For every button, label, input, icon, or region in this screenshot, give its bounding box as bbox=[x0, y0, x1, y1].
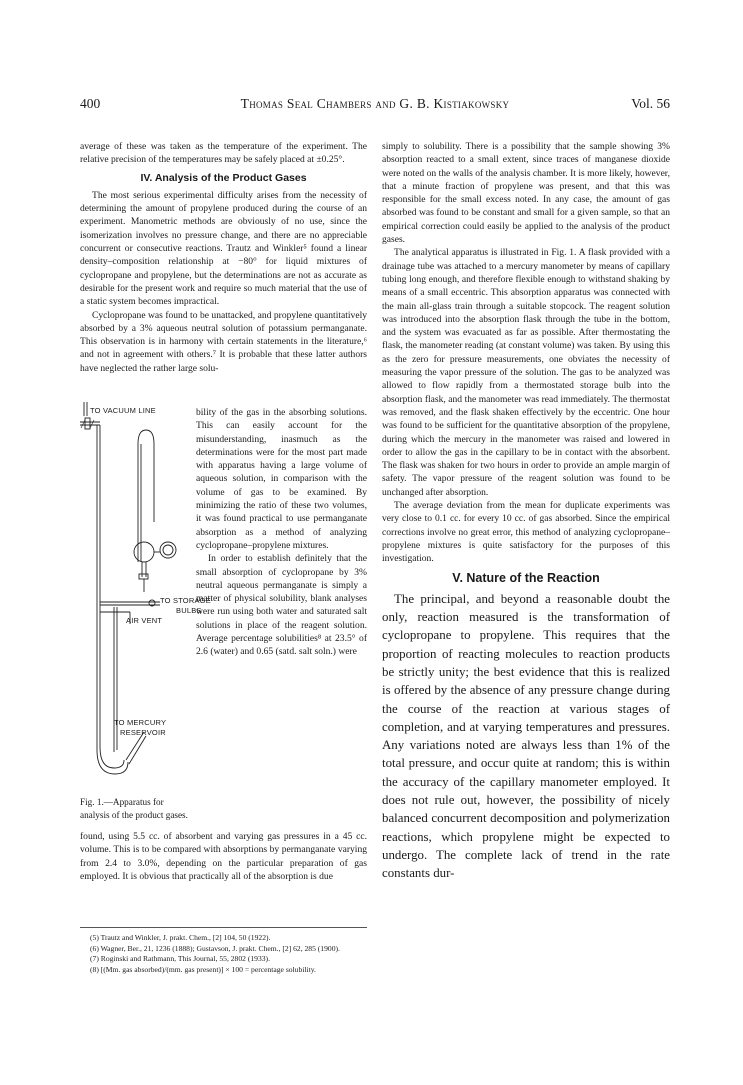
footnote: (8) [(Mm. gas absorbed)/(mm. gas present)] × 100 = percentage solubility. bbox=[90, 964, 316, 974]
section-heading: V. Nature of the Reaction bbox=[452, 570, 600, 585]
figure-wrap-text bbox=[196, 406, 367, 659]
paragraph: In order to establish definitely that the small absorption of cyclopropane by 3% neutral aqueous permanganate is simply a matter of physical solubility, blank analyses were run using both water and saturated salt solutions in place of the reagent solution. Average percentage solubilities⁸ at 23.5° of 2.6 (water) and 0.65 (satd. salt soln.) were bbox=[196, 553, 367, 658]
running-title: Thomas Seal Chambers and G. B. Kistiakowsky bbox=[240, 96, 510, 111]
footnote-rule bbox=[80, 927, 367, 928]
paragraph: found, using 5.5 cc. of absorbent and varying gas pressures in a 45 cc. volume. This is to be compared with absorptions by permanganate varying from 2.4 to 3.0%, depending on the particular preparation of gas employed. It is obvious that practically all of the absorption is due bbox=[80, 831, 367, 882]
section-heading: IV. Analysis of the Product Gases bbox=[140, 171, 307, 184]
figure-label-storage: TO STORAGE bbox=[160, 596, 211, 605]
volume-label: Vol. 56 bbox=[631, 96, 670, 111]
left-column bbox=[80, 140, 367, 375]
figure-caption bbox=[80, 796, 194, 823]
figure-label-reservoir: RESERVOIR bbox=[120, 728, 166, 737]
figure-label-vacuum: TO VACUUM LINE bbox=[90, 406, 156, 415]
paragraph: bility of the gas in the absorbing solutions. This can easily account for the misunderstanding, inasmuch as the determinations were for the most part made with apparatus having a large volume of aqueous solution, in comparison with the volume of gas to be examined. By minimizing the ratio of these two volumes, it was found practical to use permanganate absorption as a method of analyzing cyclopropane–propylene mixtures. bbox=[196, 407, 367, 551]
left-column-continuation bbox=[80, 830, 367, 883]
footnote: (6) Wagner, Ber., 21, 1236 (1888); Gustavson, J. prakt. Chem., [2] 62, 285 (1900). bbox=[90, 943, 340, 953]
paragraph: simply to solubility. There is a possibility that the sample showing 3% absorption reacted to a small extent, since traces of manganese dioxide were noted on the walls of the analysis chamber. It is more likely, however, that a minute fraction of propylene was present, and that this was responsible for the small excess noted. In any case, the amount of gas absorbed was found to be constant and small for a given sample, so that an empirical correction could easily be applied to the analysis of the product gases. bbox=[382, 141, 670, 246]
paragraph: The analytical apparatus is illustrated in Fig. 1. A flask provided with a drainage tube was attached to a mercury manometer by means of capillary tubing long enough, and therefore flexible enough to withstand shaking by means of a small eccentric. This absorption apparatus was connected with the main all-glass train through a suitable stopcock. The reagent solution was introduced into the absorption flask through the tube in the bottom, and the system was evacuated as far as possible. After thermostating the flask, the manometer reading (at constant volume) was taken. By using this as the zero for pressure measurements, one obviates the necessity of measuring the vapor pressure of the solution. The gas to be analyzed was allowed to flow rapidly from a thermostated storage bulb into the absorption flask, and the manometer was read immediately. The thermostat was removed, and the flask shaken effectively by the eccentric. One hour was found to be sufficient for the quantitative absorption of the propylene, during which the mercury in the manometer was raised and lowered in order to allow the gas in the capillary to be in contact with the absorbent. The flask was shaken for two hours in order to provide an ample margin of safety. The vapor pressure of the reagent solution was found to be unchanged after absorption. bbox=[382, 247, 670, 498]
paragraph: Cyclopropane was found to be unattacked, and propylene quantitatively absorbed by a 3% aqueous neutral solution of potassium permanganate. This observation is in harmony with certain statements in the literature,⁶ and not in agreement with others.⁷ It is probable that these latter authors have neglected the rather large solu- bbox=[80, 309, 367, 374]
paragraph: The principal, and beyond a reasonable doubt the only, reaction measured is the transformation of cyclopropane to propylene. This requires that the proportion of reacting molecules to reaction products be strictly unity; the best evidence that this is realized is offered by the absence of any pressure change during the course of the reaction at various stages of completion, and at varying temperatures and pressures. Any variations noted are always less than 1% of the total pressure, and occur quite at random; this is within the accuracy of the capillary manometer employed. It does not rule out, however, the possibility of nicely balanced concurrent decomposition and polymerization reactions, which propylene might be expected to undergo. The complete lack of trend in the rate constants dur- bbox=[382, 591, 670, 881]
caption-text: Fig. 1.—Apparatus for analysis of the product gases. bbox=[80, 797, 188, 821]
figure-label-bulbs: BULBS bbox=[176, 606, 202, 615]
footnote: (7) Roginski and Rathmann, This Journal, 55, 2802 (1933). bbox=[90, 954, 270, 964]
running-header bbox=[80, 96, 670, 114]
footnotes bbox=[80, 933, 367, 975]
paragraph: The most serious experimental difficulty arises from the necessity of determining the amount of propylene produced during the course of an experiment. Manometric methods are obviously of no use, since the isomerization involves no pressure change, and there are no appreciable concurrent or consecutive reactions. Trautz and Winkler⁵ found a linear density–composition relationship at −80° for liquid mixtures of cyclopropane and propylene, but the determinations are not as accurate as desirable for the present work and require so much material that the use of a static system becomes impractical. bbox=[80, 189, 367, 308]
page-number: 400 bbox=[80, 96, 101, 111]
footnote: (5) Trautz and Winkler, J. prakt. Chem., [2] 104, 50 (1922). bbox=[90, 933, 271, 942]
right-column bbox=[382, 140, 670, 883]
figure-apparatus bbox=[80, 402, 211, 782]
paragraph: The average deviation from the mean for duplicate experiments was very close to 0.1 cc. for every 10 cc. of gas absorbed. Since the empirical corrections involve no great error, this method of analyzing cyclopropane–propylene mixtures is quite satisfactory for the purposes of this investigation. bbox=[382, 500, 670, 565]
paragraph: average of these was taken as the temperature of the experiment. The relative precision of the temperatures may be safely placed at ±0.25°. bbox=[80, 141, 367, 166]
figure-label-air-vent: AIR VENT bbox=[126, 616, 163, 625]
figure-label-mercury: TO MERCURY bbox=[114, 718, 167, 727]
large-text-block bbox=[382, 590, 670, 883]
